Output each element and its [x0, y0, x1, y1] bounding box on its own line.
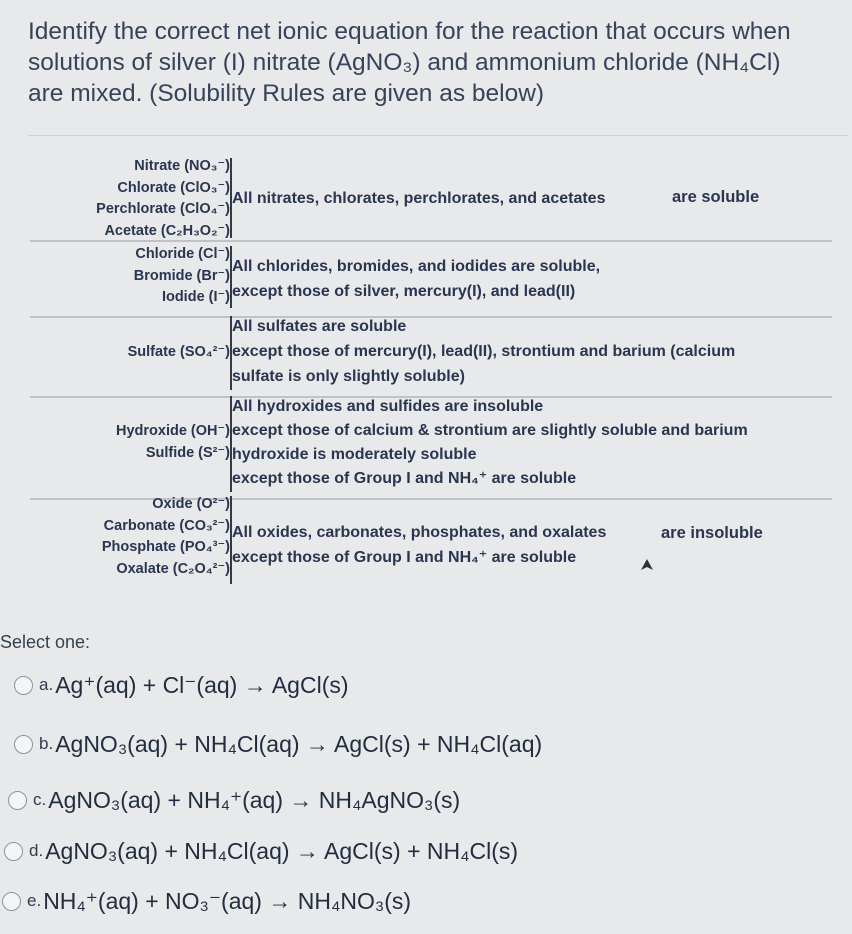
- rule-line: All sulfates are soluble: [232, 318, 407, 335]
- ion-label: Oxide (O²⁻): [152, 496, 230, 512]
- answer-option-a[interactable]: [14, 668, 349, 702]
- option-letter: a.: [39, 675, 54, 694]
- solubility-row-halides: [30, 244, 832, 312]
- solubility-tag: are soluble: [672, 188, 760, 206]
- rule-text: [232, 254, 600, 304]
- question-divider: [28, 135, 848, 136]
- ion-label: Sulfate (SO₄²⁻): [127, 344, 230, 360]
- ion-label: Oxalate (C₂O₄²⁻): [116, 560, 230, 577]
- select-one-label: Select one:: [0, 632, 91, 652]
- ion-label: Bromide (Br⁻): [133, 267, 230, 284]
- ion-list: [116, 421, 230, 464]
- pointer-cursor-icon: [640, 558, 654, 572]
- question-text: [28, 16, 843, 109]
- rule-text: All nitrates, chlorates, perchlorates, and acetates: [232, 190, 606, 207]
- question-line-1: Identify the correct net ionic equation for the reaction that occurs when: [28, 18, 791, 45]
- radio-button[interactable]: [8, 791, 27, 810]
- ion-label: Perchlorate (ClO₄⁻): [96, 201, 230, 217]
- answer-option-c[interactable]: [8, 783, 460, 817]
- ion-list: [96, 156, 230, 242]
- solubility-row-sulfates: [30, 316, 832, 392]
- rule-line: except those of calcium & strontium are slightly soluble and barium: [232, 422, 748, 439]
- rule-line: All hydroxides and sulfides are insoluble: [232, 398, 544, 415]
- rule-line: sulfate is only slightly soluble): [232, 368, 465, 385]
- radio-button[interactable]: [14, 735, 33, 754]
- rule-text: [232, 520, 606, 570]
- solubility-row-oxides: [30, 494, 832, 590]
- rule-line: All oxides, carbonates, phosphates, and oxalates: [232, 524, 607, 541]
- solubility-row-hydroxides: [30, 396, 832, 494]
- solubility-row-nitrates: [30, 156, 832, 238]
- radio-button[interactable]: [4, 842, 23, 861]
- question-line-3: are mixed. (Solubility Rules are given as below): [28, 80, 545, 107]
- ion-label: Sulfide (S²⁻): [145, 444, 230, 461]
- option-letter: b.: [39, 734, 54, 753]
- ion-label: Hydroxide (OH⁻): [116, 423, 230, 439]
- option-letter: c.: [33, 790, 47, 809]
- ion-label: Nitrate (NO₃⁻): [134, 158, 230, 174]
- rule-text: [232, 314, 735, 389]
- ion-list: [128, 342, 230, 364]
- ion-label: Carbonate (CO₃²⁻): [103, 517, 230, 534]
- answer-option-b[interactable]: [14, 727, 542, 761]
- rule-line: hydroxide is moderately soluble: [232, 446, 477, 463]
- rule-line: except those of mercury(I), lead(II), strontium and barium (calcium: [232, 343, 736, 360]
- rule-text: [232, 395, 748, 491]
- ion-label: Chloride (Cl⁻): [135, 246, 230, 262]
- ion-label: Acetate (C₂H₃O₂⁻): [104, 222, 230, 239]
- ion-label: Chlorate (ClO₃⁻): [117, 179, 230, 196]
- ion-list: [102, 494, 230, 580]
- option-text: AgNO₃(aq) + NH₄Cl(aq) → AgCl(s) + NH₄Cl(s): [45, 837, 519, 864]
- option-letter: d.: [29, 841, 44, 860]
- option-text: AgNO₃(aq) + NH₄⁺(aq) → NH₄AgNO₃(s): [48, 786, 461, 813]
- solubility-tag: are insoluble: [661, 524, 763, 542]
- rule-line: except those of Group I and NH₄⁺ are soluble: [232, 470, 577, 487]
- radio-button[interactable]: [2, 892, 21, 911]
- ion-label: Phosphate (PO₄³⁻): [101, 539, 230, 555]
- radio-button[interactable]: [14, 676, 33, 695]
- question-line-2: solutions of silver (I) nitrate (AgNO₃) and ammonium chloride (NH₄Cl): [28, 49, 781, 76]
- answer-option-e[interactable]: [2, 884, 411, 918]
- rule-line: except those of Group I and NH₄⁺ are soluble: [232, 549, 577, 566]
- option-letter: e.: [27, 891, 42, 910]
- rule-line: except those of silver, mercury(I), and lead(II): [232, 283, 576, 300]
- row-divider: [30, 240, 832, 242]
- rule-line: All chlorides, bromides, and iodides are soluble,: [232, 258, 601, 275]
- option-text: Ag⁺(aq) + Cl⁻(aq) → AgCl(s): [55, 671, 349, 698]
- ion-label: Iodide (I⁻): [161, 289, 230, 305]
- answer-option-d[interactable]: [4, 834, 518, 868]
- option-text: AgNO₃(aq) + NH₄Cl(aq) → AgCl(s) + NH₄Cl(aq): [55, 730, 543, 757]
- ion-list: [134, 244, 230, 309]
- option-text: NH₄⁺(aq) + NO₃⁻(aq) → NH₄NO₃(s): [43, 887, 412, 914]
